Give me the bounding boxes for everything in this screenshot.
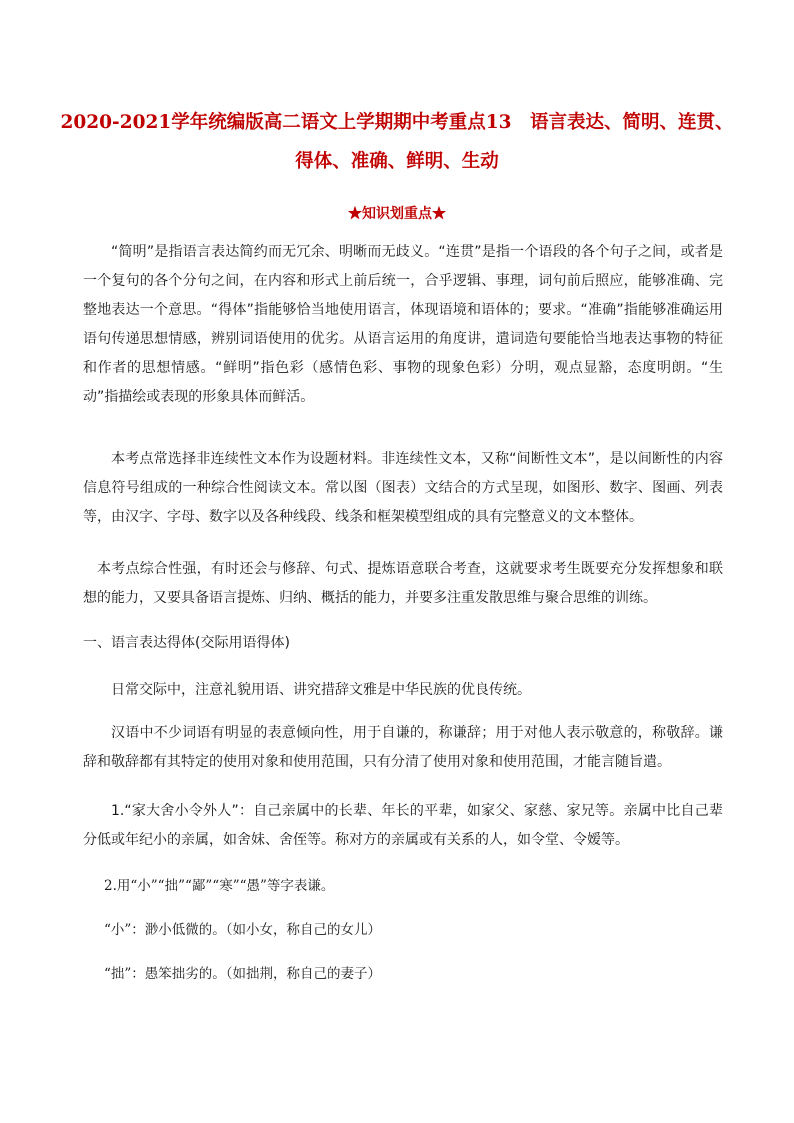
section-title-appropriate-expression: 一、语言表达得体(交际用语得体): [83, 635, 290, 651]
paragraph-definitions: “简明”是指语言表达简约而无冗余、明晰而无歧义。“连贯”是指一个语段的各个句子之间，或者是一个复句的各个分句之间，在内容和形式上前后统一，合乎逻辑、事理，词句前后照应，能够准确、完整地表达一个意思。“得体”指能够恰当地使用语言，体现语境和语体的；要求。“准确”指能够准确运用语句传递思想情感，辨别词语使用的优劣。从语言运用的角度讲，遣词造句要能恰当地表达事物的特征和作者的思想情感。“鲜明”指色彩（感情色彩、事物的现象色彩）分明，观点显豁，态度明朗。“生动”指描绘或表现的形象具体而鲜活。: [83, 244, 723, 405]
example-xiao: “小”：渺小低微的。（如小女，称自己的女儿）: [104, 922, 382, 938]
document-title-line1: 2020-2021学年统编版高二语文上学期期中考重点13 语言表达、简明、连贯、: [60, 112, 734, 133]
paragraph-noncontinuous-text: 本考点常选择非连续性文本作为设题材料。非连续性文本，又称“间断性文本”，是以间断性的内容信息符号组成的一种综合性阅读文本。常以图（图表）文结合的方式呈现，如图形、数字、图画、列表等，由汉字、字母、数字以及各种线段、线条和框架模型组成的具有完整意义的文本整体。: [83, 451, 723, 525]
document-title-line2: 得体、准确、鲜明、生动: [295, 151, 499, 172]
paragraph-modest-honorific: 汉语中不少词语有明显的表意倾向性，用于自谦的，称谦辞；用于对他人表示敬意的，称敬辞。谦辞和敬辞都有其特定的使用对象和使用范围，只有分清了使用对象和使用范围，才能言随旨遣。: [83, 725, 723, 770]
paragraph-etiquette: 日常交际中，注意礼貌用语、讲究措辞文雅是中华民族的优良传统。: [111, 682, 531, 698]
list-item-family-terms: 1.“家大舍小令外人”：自己亲属中的长辈、年长的平辈，如家父、家慈、家兄等。亲属中比自己辈分低或年纪小的亲属，如舍妹、舍侄等。称对方的亲属或有关系的人，如令堂、令嫒等。: [83, 803, 723, 848]
section-heading: ★知识划重点★: [348, 206, 446, 222]
list-item-modest-characters: 2.用“小”“拙”“鄙”“寒”“愚”等字表谦。: [104, 878, 335, 894]
example-zhuo: “拙”：愚笨拙劣的。（如拙荆，称自己的妻子）: [104, 966, 382, 982]
paragraph-comprehensive: 本考点综合性强，有时还会与修辞、句式、提炼语意联合考查，这就要求考生既要充分发挥想象和联想的能力，又要具备语言提炼、归纳、概括的能力，并要多注重发散思维与聚合思维的训练。: [83, 561, 723, 606]
